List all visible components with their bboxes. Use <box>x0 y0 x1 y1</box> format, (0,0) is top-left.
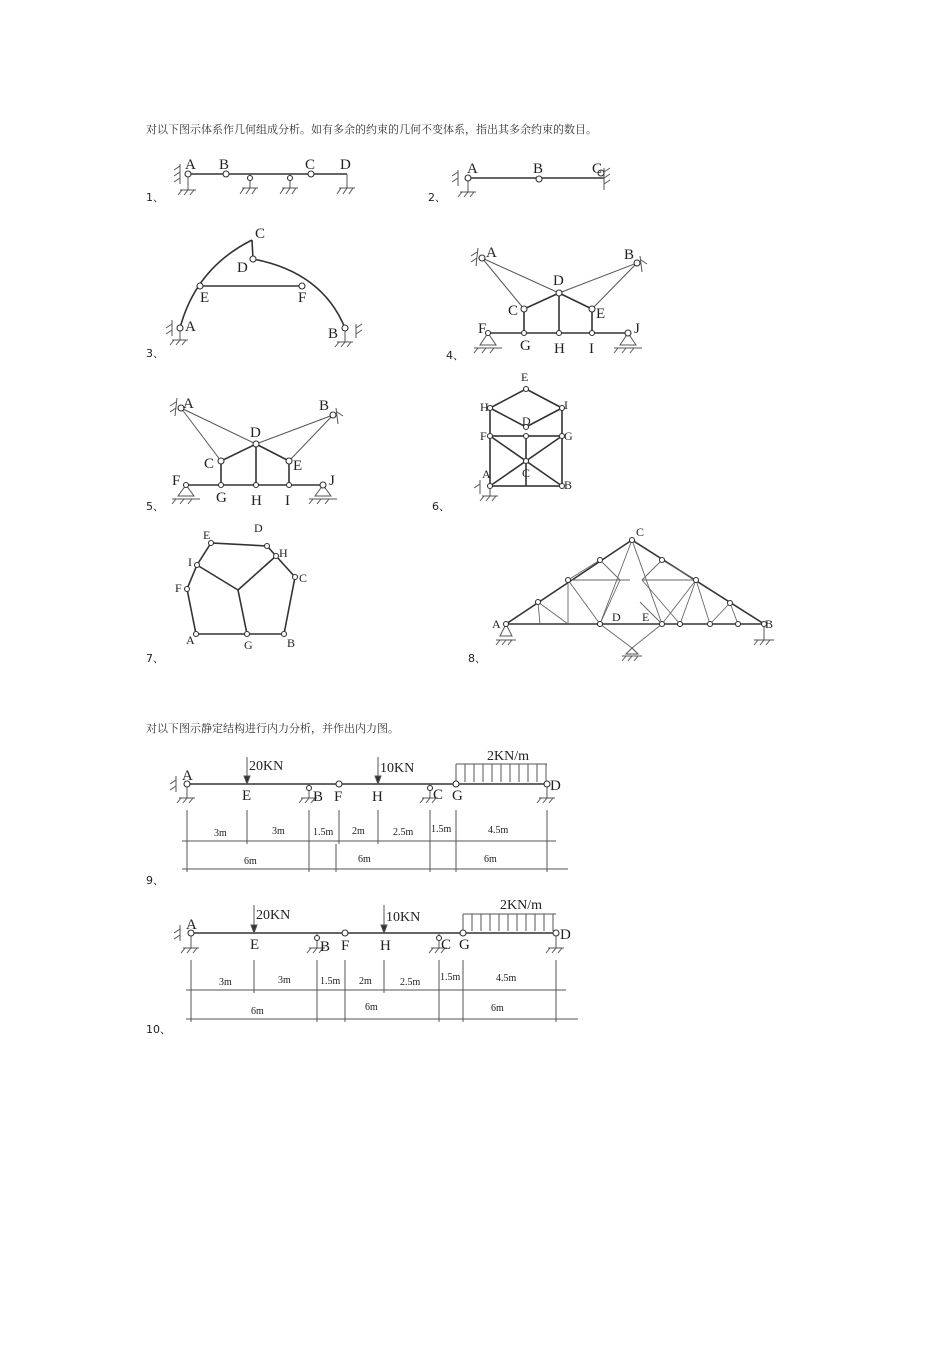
fig1-label-a: A <box>185 157 196 173</box>
fig6-label-a: A <box>482 467 491 481</box>
fig3-label-a: A <box>185 319 196 335</box>
problem-number-10: 10、 <box>146 1023 171 1036</box>
fig9-dim-2-5m: 2.5m <box>393 827 414 838</box>
fig3-label-f: F <box>298 290 307 306</box>
fig10-dim-2m: 2m <box>359 976 372 987</box>
fig2-label-b: B <box>533 161 544 177</box>
figure-2 <box>452 161 610 197</box>
fig9-label-c: C <box>433 787 444 803</box>
fig9-dim-6m-b: 6m <box>358 854 371 865</box>
problem-number-2: 2、 <box>428 191 446 204</box>
fig9-dim-6m-a: 6m <box>244 856 257 867</box>
fig9-label-f: F <box>334 789 343 805</box>
problem-number-1: 1、 <box>146 191 164 204</box>
fig9-dim-3m-b: 3m <box>272 826 285 837</box>
figure-7 <box>175 521 307 652</box>
fig5-label-h: H <box>251 493 262 509</box>
fig10-label-a: A <box>186 917 197 933</box>
fig2-label-c: C <box>592 161 603 177</box>
fig5-label-d: D <box>250 425 261 441</box>
problem-number-8: 8、 <box>468 652 486 665</box>
fig10-dim-1-5m-b: 1.5m <box>440 972 461 983</box>
fig10-dim-1-5m-a: 1.5m <box>320 976 341 987</box>
fig10-label-b: B <box>320 939 331 955</box>
fig6-label-c: C <box>522 466 531 480</box>
figure-1 <box>174 157 355 195</box>
fig3-label-d: D <box>237 260 248 276</box>
fig4-label-e: E <box>596 306 606 322</box>
fig10-load-20kn: 20KN <box>256 908 291 923</box>
fig10-label-d: D <box>560 927 571 943</box>
fig4-label-a: A <box>486 245 497 261</box>
fig4-label-i: I <box>589 341 594 357</box>
figure-3 <box>166 226 362 347</box>
fig9-label-b: B <box>313 789 324 805</box>
fig9-dim-4-5m: 4.5m <box>488 825 509 836</box>
fig4-label-j: J <box>634 321 640 337</box>
fig6-label-f: F <box>480 429 487 443</box>
fig6-label-g: G <box>564 429 573 443</box>
problem-number-9: 9、 <box>146 874 164 887</box>
fig4-label-d: D <box>553 273 564 289</box>
fig7-label-e: E <box>203 528 211 542</box>
figure-8 <box>492 525 774 661</box>
fig10-dim-6m-c: 6m <box>491 1003 504 1014</box>
fig4-label-c: C <box>508 303 519 319</box>
fig7-label-a: A <box>186 633 195 647</box>
fig9-dim-2m: 2m <box>352 826 365 837</box>
fig6-label-d: D <box>522 414 531 428</box>
fig3-label-c: C <box>255 226 266 242</box>
fig8-label-d: D <box>612 610 621 624</box>
fig7-label-b: B <box>287 636 296 650</box>
fig5-label-a: A <box>183 396 194 412</box>
fig7-label-i: I <box>188 555 192 569</box>
fig8-label-e: E <box>642 610 650 624</box>
fig9-dim-1-5m-a: 1.5m <box>313 827 334 838</box>
fig10-dim-3m-b: 3m <box>278 975 291 986</box>
fig6-label-b: B <box>564 478 573 492</box>
fig5-label-j: J <box>329 473 335 489</box>
figure-9 <box>170 749 568 872</box>
fig10-load-distributed: 2KN/m <box>500 898 542 913</box>
problem-number-3: 3、 <box>146 347 164 360</box>
fig9-load-20kn: 20KN <box>249 759 284 774</box>
fig2-label-a: A <box>467 161 478 177</box>
statics-analysis-intro: 对以下图示静定结构进行内力分析，并作出内力图。 <box>146 722 399 735</box>
fig5-label-f: F <box>172 473 181 489</box>
fig5-label-g: G <box>216 490 227 506</box>
fig4-label-g: G <box>520 338 531 354</box>
figure-6 <box>474 370 573 501</box>
fig4-label-h: H <box>554 341 565 357</box>
fig10-label-g: G <box>459 937 470 953</box>
fig5-label-e: E <box>293 458 303 474</box>
fig9-label-g: G <box>452 788 463 804</box>
figure-4 <box>471 245 647 357</box>
fig9-load-10kn: 10KN <box>380 761 415 776</box>
fig7-label-c: C <box>299 571 308 585</box>
fig10-dim-2-5m: 2.5m <box>400 977 421 988</box>
fig9-dim-3m-a: 3m <box>214 828 227 839</box>
fig9-dim-1-5m-b: 1.5m <box>431 824 452 835</box>
fig7-label-f: F <box>175 581 182 595</box>
problem-number-7: 7、 <box>146 652 164 665</box>
fig5-label-c: C <box>204 456 215 472</box>
fig8-label-c: C <box>636 525 645 539</box>
fig10-label-e: E <box>250 937 260 953</box>
problem-number-5: 5、 <box>146 500 164 513</box>
problem-number-4: 4、 <box>446 349 464 362</box>
fig10-dim-6m-b: 6m <box>365 1002 378 1013</box>
geometric-analysis-intro: 对以下图示体系作几何组成分析。如有多余的约束的几何不变体系，指出其多余约束的数目。 <box>146 123 597 136</box>
fig10-label-c: C <box>441 937 452 953</box>
fig7-label-h: H <box>279 546 288 560</box>
fig9-dim-6m-c: 6m <box>484 854 497 865</box>
fig5-label-i: I <box>285 493 290 509</box>
figure-10 <box>174 898 578 1022</box>
figure-5 <box>170 396 343 509</box>
fig9-label-e: E <box>242 788 252 804</box>
fig10-dim-4-5m: 4.5m <box>496 973 517 984</box>
fig6-label-h: H <box>480 400 489 414</box>
fig9-load-distributed: 2KN/m <box>487 749 529 764</box>
fig10-dim-3m-a: 3m <box>219 977 232 988</box>
fig9-label-a: A <box>182 768 193 784</box>
fig10-load-10kn: 10KN <box>386 910 421 925</box>
fig10-label-f: F <box>341 938 350 954</box>
fig3-label-b: B <box>328 326 339 342</box>
fig3-label-e: E <box>200 290 210 306</box>
problem-number-6: 6、 <box>432 500 450 513</box>
fig10-dim-6m-a: 6m <box>251 1006 264 1017</box>
fig10-label-h: H <box>380 938 391 954</box>
fig9-label-d: D <box>550 778 561 794</box>
fig6-label-i: I <box>564 398 568 412</box>
fig4-label-f: F <box>478 321 487 337</box>
fig6-label-e: E <box>521 370 529 384</box>
fig7-label-g: G <box>244 638 253 652</box>
fig9-label-h: H <box>372 789 383 805</box>
fig1-label-c: C <box>305 157 316 173</box>
fig7-label-d: D <box>254 521 263 535</box>
fig4-label-b: B <box>624 247 635 263</box>
fig8-label-a: A <box>492 617 501 631</box>
fig5-label-b: B <box>319 398 330 414</box>
fig1-label-d: D <box>340 157 351 173</box>
fig1-label-b: B <box>219 157 230 173</box>
fig8-label-b: B <box>765 617 774 631</box>
